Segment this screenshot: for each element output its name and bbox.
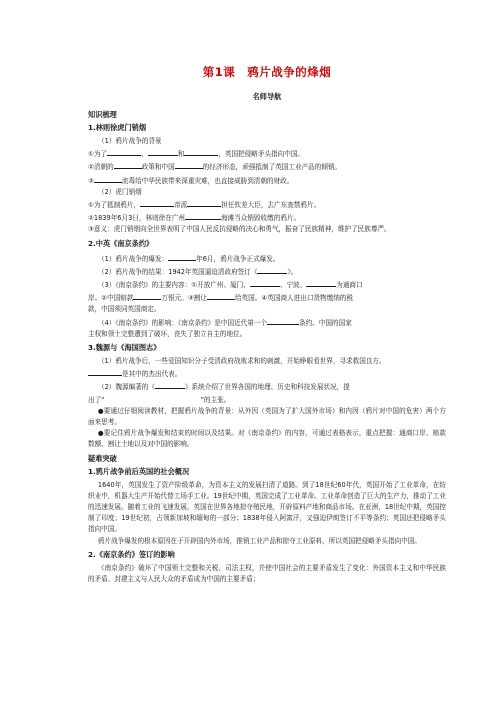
fill-blank[interactable] [207, 291, 235, 300]
fill-blank[interactable] [94, 174, 122, 183]
d2-heading: 2.《南京条约》签订的影响 [88, 549, 175, 559]
fill-blank[interactable] [155, 380, 185, 389]
s1-line2: ②清朝的 政策和中国 的经济形态，顽强抵制了英国工业产品的倾销。 [88, 160, 446, 173]
knowledge-heading: 知识梳理 [88, 110, 117, 119]
fill-blank[interactable] [267, 316, 299, 325]
s2-line1: （1）鸦片战争的爆发： 年6月，鸦片战争正式爆发。 [88, 252, 446, 265]
d2-paragraph: 《南京条约》破坏了中国领土完整和关税、司法主权，并使中国社会的主要矛盾发生了变化：外国资本主义和中华民族的矛盾、封建主义与人民大众的矛盾成为中国的主要矛盾； [88, 563, 446, 584]
s1-line3: ③ 流毒给中华民族带来深重灾难，也直接威胁到清朝的财政。 [88, 174, 446, 187]
s2-line3b: 岸。②中国赔款 万银元。③割让 给英国。④英国商人进出口货物缴纳的税 [88, 291, 446, 304]
fill-blank[interactable] [140, 198, 174, 207]
fill-blank[interactable] [306, 278, 336, 287]
fill-blank[interactable] [114, 160, 142, 169]
d1-paragraph: 1640年，英国发生了资产阶级革命，为资本主义的发展扫清了道路。到了18世纪60年代，英国开始了工业革命，在纺织业中，机器大生产开始代替工场手工业。19世纪中期，英国完成了工业革命。工业革命创造了巨大的生产力，推动了工业的迅速发展。随着工业的飞速发展，英国在世界各地掠夺殖民地，开辟原料产地和商品市场。在亚洲，18世纪中期，英国控制了印度；19世纪初，占领新加坡和缅甸的一部分；1838年侵入阿富汗，又强迫伊朗签订不平等条约；英国还把侵略矛头指向中国。 [88, 480, 446, 534]
s1-sub1: （1）鸦片战争的背景 [98, 137, 162, 145]
s1-line6: ③意义：虎门销烟向全世界表明了中国人民反抗侵略的决心和勇气，振奋了民族精神，维护了民族尊严。 [88, 225, 391, 234]
s2-line4: （4）《南京条约》的影响：《南京条约》是中国近代第一个 条约。中国的国家 [88, 316, 446, 329]
tip-2: ●要记住鸦片战争爆发和结束的时间以及结果。对《南京条约》的内容，可通过表格表示，重点把握：通商口岸、赔款数额、割让土地以及对中国的影响。 [88, 429, 446, 449]
fill-blank[interactable] [175, 160, 203, 169]
tip-1: ●要通过仔细阅读教材，把握鸦片战争的背景：从外因（英国为了扩大国外市场）和内因（鸦片对中国的危害）两个方面来思考。 [88, 406, 446, 427]
d1-heading: 1.鸦片战争前后英国的社会概况 [88, 466, 190, 476]
s2-line3c: 款，中国须同英国商定。 [88, 305, 161, 314]
lesson-title: 第1课 鸦片战争的烽烟 [202, 65, 332, 79]
fill-blank[interactable] [148, 147, 178, 156]
s1-line4: ①为了抵制鸦片， 帝派 担任钦差大臣，去广东查禁鸦片。 [88, 198, 446, 211]
fill-blank[interactable] [185, 211, 221, 220]
s3-line3b: 出了“ ”的主张。 [88, 395, 231, 404]
s3-line2: 是其中的杰出代表。 [88, 367, 446, 380]
section-subtitle: 名师导航 [252, 92, 282, 101]
s1-line5: ②1839年6月3日，林则徐在广州 海滩当众销毁收缴的鸦片。 [88, 211, 446, 224]
fill-blank[interactable] [133, 291, 161, 300]
s1-line1: ①为了 、 和 ，英国把侵略矛头指向中国。 [88, 147, 446, 160]
fill-blank[interactable] [107, 147, 141, 156]
fill-blank[interactable] [88, 367, 122, 376]
fill-blank[interactable] [250, 278, 280, 287]
s1-heading: 1.林则徐虎门销烟 [88, 123, 147, 132]
difficulty-heading: 疑难突破 [88, 453, 117, 463]
s1-sub2: （2）虎门销烟 [98, 187, 142, 196]
fill-blank[interactable] [187, 198, 221, 207]
fill-blank[interactable] [257, 265, 287, 274]
s3-line1: （1）鸦片战争后，一些爱国知识分子受清政府战败求和的刺激，开始睁眼看世界，寻求救国良方。 [97, 357, 386, 366]
fill-blank[interactable] [168, 252, 196, 261]
fill-blank[interactable] [184, 147, 218, 156]
d1-paragraph-2: 鸦片战争爆发的根本原因在于开辟国内外市场，推销工业产品和掠夺工业原料，所以英国把侵略矛头指向中国。 [97, 536, 421, 545]
s2-heading: 2.中英《南京条约》 [88, 238, 154, 248]
s3-line3: （2）魏源编著的《 》系统介绍了世界各国的地理、历史和科技发展状况，提 [88, 380, 446, 393]
s2-line2: （2）鸦片战争的结果：1942年英国逼迫清政府签订《 》。 [88, 265, 446, 278]
s3-heading: 3.魏源与《海国图志》 [88, 343, 161, 353]
fill-blank[interactable] [105, 394, 201, 402]
s2-line4b: 主权和领土完整遭到了破坏，丧失了独立自主的地位。 [88, 329, 247, 338]
s2-line3: （3）《南京条约》的主要内容：①开放广州、厦门、 、宁波、 为通商口 [88, 278, 446, 291]
